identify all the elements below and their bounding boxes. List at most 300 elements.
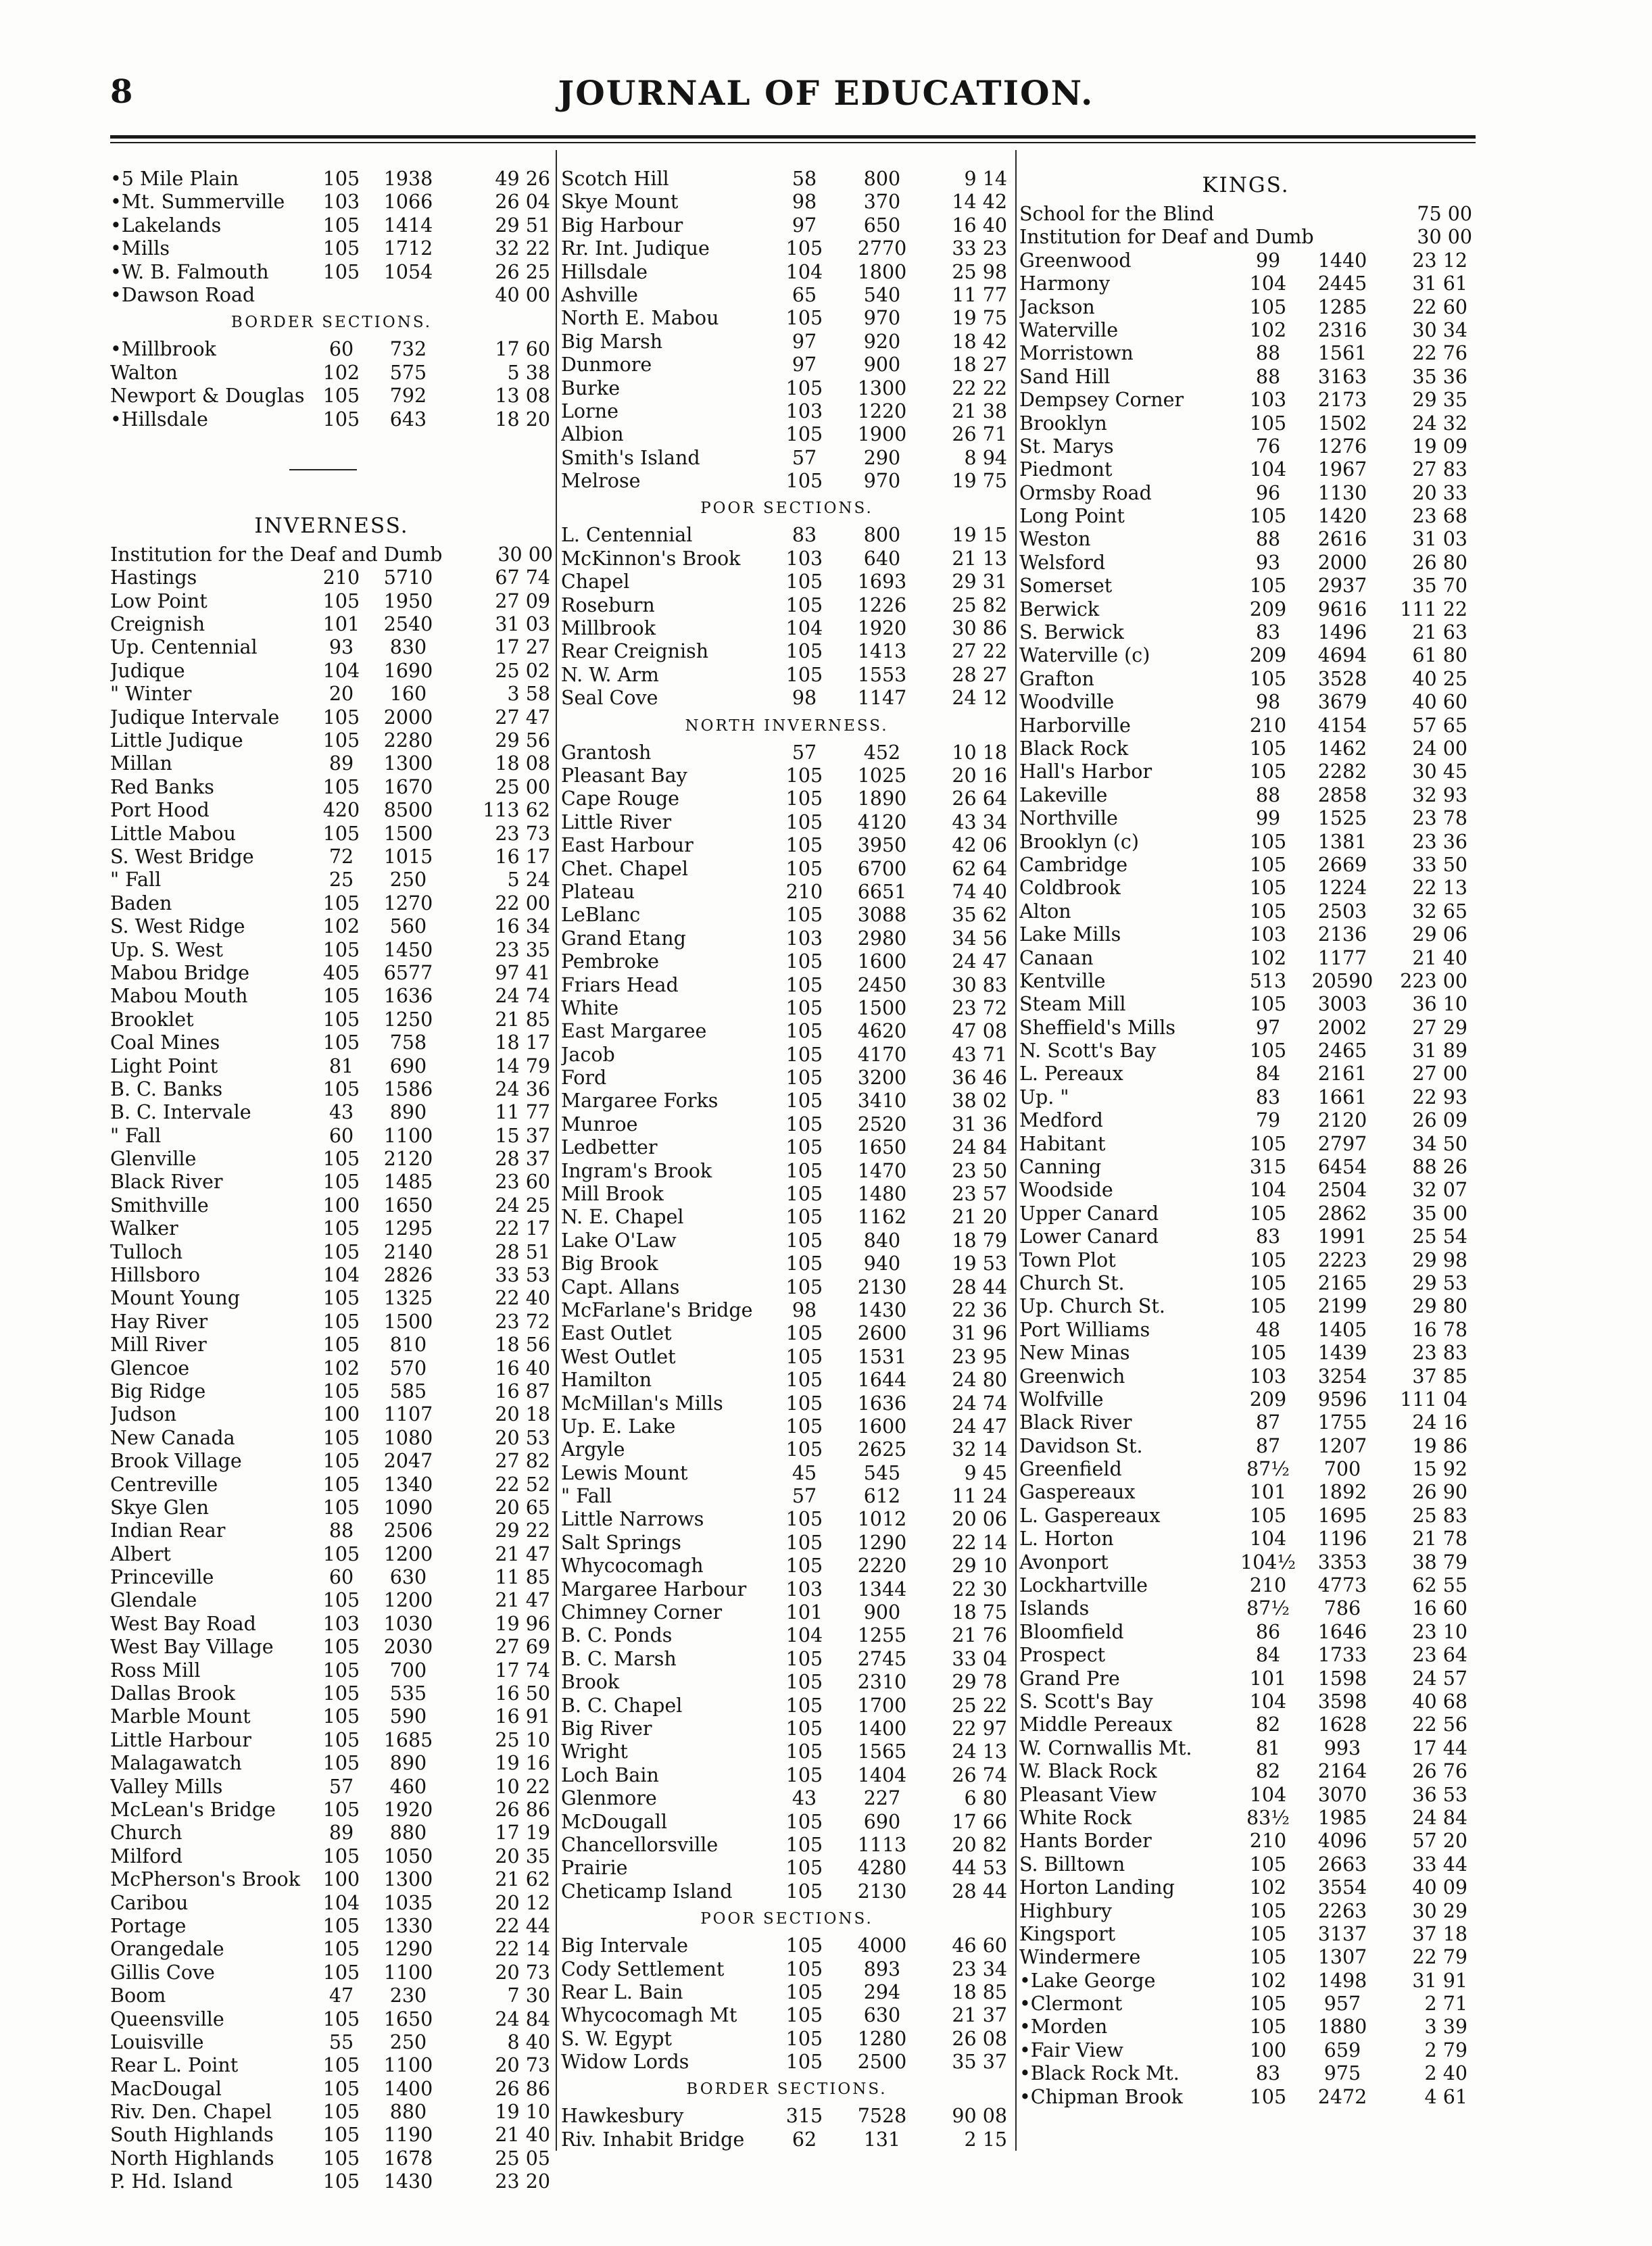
grant-amount: 29 51 <box>495 214 550 237</box>
section-name: East Margaree <box>561 1020 707 1043</box>
attendance-total: 4000 <box>857 1934 907 1957</box>
days-taught: 210 <box>322 566 360 589</box>
grant-amount: 35 36 <box>1412 365 1467 388</box>
section-name: Waterville <box>1019 318 1119 341</box>
section-name: W. Black Rock <box>1019 1760 1157 1783</box>
days-taught: 105 <box>322 1217 360 1240</box>
table-row <box>561 1578 1013 1601</box>
grant-amount: 23 35 <box>495 938 550 961</box>
section-name: Scotch Hill <box>561 168 669 190</box>
table-row <box>110 1519 553 1542</box>
table-row <box>110 284 553 307</box>
days-taught: 105 <box>785 1740 823 1763</box>
grant-amount: 22 17 <box>495 1217 550 1240</box>
grant-amount: 16 78 <box>1412 1318 1467 1341</box>
table-row <box>110 1589 553 1612</box>
grant-amount: 26 09 <box>1412 1109 1467 1132</box>
attendance-total: 1413 <box>857 640 907 663</box>
grant-amount: 30 83 <box>952 973 1007 996</box>
grant-amount: 90 08 <box>952 2105 1007 2128</box>
section-name: Skye Mount <box>561 191 679 214</box>
section-name: L. Centennial <box>561 524 693 547</box>
section-name: Little Harbour <box>110 1728 251 1751</box>
table-row <box>110 636 553 659</box>
grant-amount: 20 18 <box>495 1403 550 1426</box>
table-row <box>561 858 1013 881</box>
attendance-total: 1200 <box>383 1589 433 1612</box>
days-taught: 105 <box>785 1275 823 1298</box>
attendance-total: 1733 <box>1317 1644 1367 1667</box>
table-row <box>1019 1295 1472 1318</box>
attendance-total: 2625 <box>857 1438 907 1461</box>
attendance-total: 2862 <box>1317 1202 1367 1225</box>
grant-amount: 35 00 <box>1412 1202 1467 1225</box>
grant-amount: 57 65 <box>1412 714 1467 737</box>
section-name: •W. B. Falmouth <box>110 260 269 283</box>
grant-amount: 10 18 <box>952 741 1007 764</box>
grant-amount: 21 47 <box>495 1542 550 1565</box>
grant-amount: 24 74 <box>495 985 550 1008</box>
table-row <box>561 687 1013 710</box>
attendance-total: 1107 <box>383 1403 433 1426</box>
days-taught: 105 <box>785 2004 823 2027</box>
section-name: Albion <box>561 423 624 446</box>
table-row <box>110 1915 553 1938</box>
section-name: Davidson St. <box>1019 1434 1143 1457</box>
section-name: Hawkesbury <box>561 2105 684 2128</box>
table-row <box>110 2008 553 2031</box>
grant-amount: 23 57 <box>952 1183 1007 1206</box>
table-row <box>110 362 553 385</box>
table-row <box>561 664 1013 687</box>
days-taught: 102 <box>322 915 360 938</box>
grant-amount: 16 87 <box>495 1380 550 1402</box>
attendance-total: 1400 <box>857 1717 907 1740</box>
section-name: Rear Creignish <box>561 640 709 663</box>
section-name: •Fair View <box>1019 2039 1123 2061</box>
column-2 <box>561 168 1013 2151</box>
table-row <box>110 985 553 1008</box>
attendance-total: 1300 <box>383 752 433 775</box>
table-row <box>1019 970 1472 993</box>
days-taught: 105 <box>1249 993 1287 1016</box>
days-taught: 105 <box>785 376 823 399</box>
days-taught: 103 <box>322 191 360 214</box>
grant-amount: 28 37 <box>495 1148 550 1171</box>
section-name: Chet. Chapel <box>561 857 688 880</box>
grant-amount: 35 37 <box>952 2051 1007 2074</box>
section-name: Tulloch <box>110 1240 183 1263</box>
grant-amount: 31 36 <box>952 1113 1007 1136</box>
days-taught: 105 <box>322 1659 360 1682</box>
days-taught: 105 <box>322 1589 360 1612</box>
section-name: Mill River <box>110 1334 207 1357</box>
days-taught: 105 <box>1249 1899 1287 1922</box>
grant-amount: 38 79 <box>1412 1551 1467 1573</box>
section-name: East Harbour <box>561 834 694 857</box>
attendance-total: 810 <box>389 1334 427 1357</box>
attendance-total: 2797 <box>1317 1132 1367 1155</box>
table-row <box>110 1682 553 1705</box>
days-taught: 103 <box>1249 389 1287 412</box>
days-taught: 57 <box>792 446 817 469</box>
grant-amount: 42 06 <box>952 834 1007 857</box>
days-taught: 105 <box>785 1857 823 1880</box>
attendance-total: 2220 <box>857 1555 907 1578</box>
section-name: •Lakelands <box>110 214 222 237</box>
section-name: Smith's Island <box>561 446 700 469</box>
section-name: Hall's Harbor <box>1019 760 1152 783</box>
grant-amount: 24 36 <box>495 1077 550 1100</box>
days-taught: 93 <box>1255 551 1281 574</box>
table-row <box>561 447 1013 470</box>
days-taught: 60 <box>329 1124 354 1147</box>
days-taught: 104 <box>322 1891 360 1914</box>
attendance-total: 535 <box>389 1682 427 1705</box>
days-taught: 105 <box>785 810 823 833</box>
table-row <box>561 1136 1013 1159</box>
table-row <box>561 1671 1013 1694</box>
grant-amount: 22 22 <box>952 376 1007 399</box>
attendance-total: 4620 <box>857 1020 907 1043</box>
days-taught: 105 <box>1249 760 1287 783</box>
spacer <box>110 431 553 454</box>
attendance-total: 690 <box>863 1810 901 1833</box>
days-taught: 105 <box>322 2101 360 2124</box>
grant-amount: 24 80 <box>952 1369 1007 1392</box>
table-row <box>110 2124 553 2147</box>
attendance-total: 1650 <box>383 2007 433 2030</box>
section-name: Bloomfield <box>1019 1620 1124 1643</box>
section-name: Morristown <box>1019 342 1134 365</box>
days-taught: 105 <box>322 1961 360 1984</box>
days-taught: 105 <box>785 307 823 330</box>
attendance-total: 4694 <box>1317 644 1367 667</box>
attendance-total: 4170 <box>857 1043 907 1066</box>
section-name: Grand Etang <box>561 927 686 950</box>
days-taught: 104 <box>1249 458 1287 481</box>
table-row <box>1019 249 1472 272</box>
table-row <box>110 1148 553 1171</box>
grant-amount: 24 84 <box>495 2007 550 2030</box>
days-taught: 88 <box>1255 365 1281 388</box>
table-row <box>1019 458 1472 481</box>
section-name: McFarlane's Bridge <box>561 1298 753 1321</box>
grant-amount: 27 09 <box>495 589 550 612</box>
grant-amount: 21 63 <box>1412 621 1467 644</box>
table-row <box>561 570 1013 593</box>
days-taught: 405 <box>322 961 360 984</box>
section-name: B. C. Intervale <box>110 1101 251 1124</box>
attendance-total: 1800 <box>857 260 907 283</box>
attendance-total: 1330 <box>383 1914 433 1937</box>
attendance-total: 650 <box>863 214 901 237</box>
section-name: Newport & Douglas <box>110 385 305 408</box>
table-row <box>1019 1017 1472 1040</box>
section-name: Black River <box>110 1171 223 1194</box>
attendance-total: 5710 <box>383 566 433 589</box>
table-row <box>1019 1458 1472 1481</box>
attendance-total: 1430 <box>857 1298 907 1321</box>
section-name: Canning <box>1019 1156 1102 1179</box>
attendance-total: 1890 <box>857 787 907 810</box>
table-row <box>1019 854 1472 877</box>
days-taught: 104 <box>322 1264 360 1287</box>
table-row <box>561 2128 1013 2151</box>
column-1 <box>110 168 553 2194</box>
attendance-total: 1066 <box>383 191 433 214</box>
table-row <box>561 904 1013 927</box>
days-taught: 420 <box>322 799 360 822</box>
table-row <box>561 377 1013 400</box>
section-name: Lake Mills <box>1019 923 1121 946</box>
page-number: 8 <box>110 73 133 111</box>
table-row <box>1019 877 1472 900</box>
days-taught: 55 <box>329 2030 354 2053</box>
section-name: S. West Ridge <box>110 915 245 938</box>
attendance-total: 1646 <box>1317 1620 1367 1643</box>
table-row <box>110 729 553 752</box>
section-name: Big Intervale <box>561 1934 688 1957</box>
attendance-total: 2120 <box>383 1148 433 1171</box>
days-taught: 97 <box>792 330 817 353</box>
attendance-total: 2858 <box>1317 783 1367 806</box>
table-row <box>1019 737 1472 760</box>
section-name: Glenmore <box>561 1787 657 1810</box>
days-taught: 105 <box>322 1450 360 1473</box>
grant-amount: 21 85 <box>495 1008 550 1031</box>
table-row <box>110 1357 553 1380</box>
grant-amount: 40 68 <box>1412 1690 1467 1713</box>
attendance-total: 1892 <box>1317 1481 1367 1504</box>
attendance-total: 2130 <box>857 1880 907 1903</box>
days-taught: 105 <box>1249 2016 1287 2039</box>
section-name: School for the Blind <box>1019 203 1215 225</box>
section-name: Berwick <box>1019 597 1100 620</box>
grant-amount: 21 47 <box>495 1589 550 1612</box>
table-row <box>561 284 1013 307</box>
table-row <box>1019 1342 1472 1365</box>
table-row <box>1019 435 1472 458</box>
attendance-total: 570 <box>389 1357 427 1380</box>
section-name: Whycocomagh Mt <box>561 2004 737 2027</box>
table-row <box>1019 203 1472 226</box>
grant-amount: 27 47 <box>495 706 550 729</box>
attendance-total: 3163 <box>1317 365 1367 388</box>
section-name: McPherson's Brook <box>110 1868 300 1891</box>
attendance-total: 131 <box>863 2128 901 2151</box>
attendance-total: 1113 <box>857 1833 907 1856</box>
attendance-total: 1300 <box>383 1868 433 1891</box>
section-name: Upper Canard <box>1019 1202 1159 1225</box>
table-row <box>110 1078 553 1101</box>
table-row <box>561 1740 1013 1763</box>
table-row <box>1019 1713 1472 1736</box>
grant-amount: 44 53 <box>952 1857 1007 1880</box>
grant-amount: 32 22 <box>495 237 550 260</box>
table-row <box>110 2078 553 2101</box>
attendance-total: 1565 <box>857 1740 907 1763</box>
section-name: Portage <box>110 1914 187 1937</box>
days-taught: 105 <box>785 2051 823 2074</box>
attendance-total: 1525 <box>1317 807 1367 830</box>
section-name: Munroe <box>561 1113 638 1136</box>
days-taught: 45 <box>792 1461 817 1484</box>
days-taught: 25 <box>329 869 354 892</box>
attendance-total: 2173 <box>1317 389 1367 412</box>
table-row <box>110 1636 553 1659</box>
section-name: Dunmore <box>561 353 652 376</box>
table-row <box>1019 1760 1472 1783</box>
column-divider <box>1015 150 1017 2151</box>
grant-amount: 111 22 <box>1400 597 1467 620</box>
grant-amount: 20 33 <box>1412 481 1467 504</box>
table-row <box>561 524 1013 547</box>
section-name: New Canada <box>110 1426 235 1449</box>
days-taught: 105 <box>322 2170 360 2193</box>
attendance-total: 294 <box>863 1980 901 2003</box>
days-taught: 210 <box>1249 714 1287 737</box>
attendance-total: 9616 <box>1317 597 1367 620</box>
table-row <box>110 1566 553 1589</box>
days-taught: 57 <box>329 1775 354 1798</box>
section-name: Brooklyn <box>1019 412 1107 435</box>
grant-amount: 13 08 <box>495 385 550 408</box>
attendance-total: 1678 <box>383 2147 433 2170</box>
table-row <box>561 1694 1013 1717</box>
section-name: Northville <box>1019 807 1118 830</box>
attendance-total: 700 <box>1323 1458 1361 1481</box>
table-row <box>1019 1505 1472 1528</box>
attendance-total: 900 <box>863 353 901 376</box>
attendance-total: 1502 <box>1317 412 1367 435</box>
table-row <box>561 1601 1013 1624</box>
days-taught: 48 <box>1255 1318 1281 1341</box>
grant-amount: 21 40 <box>1412 946 1467 969</box>
grant-amount: 16 34 <box>495 915 550 938</box>
grant-amount: 23 72 <box>952 996 1007 1019</box>
section-name: Millbrook <box>561 617 656 640</box>
section-name: Alton <box>1019 900 1071 923</box>
grant-amount: 47 08 <box>952 1020 1007 1043</box>
grant-amount: 22 00 <box>495 892 550 914</box>
section-name: Caribou <box>110 1891 189 1914</box>
table-row <box>110 706 553 729</box>
section-name: Big Harbour <box>561 214 683 237</box>
grant-amount: 26 25 <box>495 260 550 283</box>
table-row <box>561 2004 1013 2027</box>
grant-amount: 23 60 <box>495 1171 550 1194</box>
table-row <box>1019 1435 1472 1458</box>
days-taught: 105 <box>785 1090 823 1113</box>
grant-amount: 22 93 <box>1412 1085 1467 1108</box>
grant-amount: 21 38 <box>952 399 1007 422</box>
table-row <box>561 214 1013 237</box>
header-rule <box>110 135 1476 139</box>
section-name: Somerset <box>1019 575 1113 597</box>
days-taught: 105 <box>322 2077 360 2100</box>
attendance-total: 830 <box>389 636 427 659</box>
section-name: St. Marys <box>1019 435 1114 458</box>
grant-amount: 35 62 <box>952 904 1007 927</box>
grant-amount: 46 60 <box>952 1934 1007 1957</box>
grant-amount: 8 40 <box>507 2030 550 2053</box>
section-name: N. W. Arm <box>561 663 659 686</box>
table-row <box>561 811 1013 834</box>
attendance-total: 3950 <box>857 834 907 857</box>
section-name: Up. E. Lake <box>561 1415 676 1438</box>
section-name: " Fall <box>561 1485 612 1508</box>
section-heading: BORDER SECTIONS. <box>230 314 433 332</box>
days-taught: 81 <box>1255 1736 1281 1759</box>
table-row <box>110 1705 553 1728</box>
days-taught: 103 <box>1249 1365 1287 1388</box>
attendance-total: 545 <box>863 1461 901 1484</box>
table-row <box>110 1984 553 2007</box>
grant-amount: 26 04 <box>495 191 550 214</box>
table-row <box>561 547 1013 570</box>
days-taught: 87 <box>1255 1411 1281 1434</box>
section-name: Black Rock <box>1019 737 1129 760</box>
days-taught: 105 <box>1249 667 1287 690</box>
grant-amount: 11 77 <box>495 1101 550 1124</box>
table-row <box>1019 1388 1472 1411</box>
grant-amount: 29 31 <box>952 570 1007 593</box>
section-name: West Outlet <box>561 1345 676 1368</box>
days-taught: 105 <box>322 1914 360 1937</box>
attendance-total: 732 <box>389 338 427 361</box>
table-row <box>1019 528 1472 551</box>
attendance-total: 1224 <box>1317 877 1367 900</box>
section-name: •Hillsdale <box>110 408 208 431</box>
table-row <box>1019 389 1472 412</box>
days-taught: 105 <box>322 1473 360 1496</box>
table-row <box>1019 1807 1472 1830</box>
attendance-total: 690 <box>389 1054 427 1077</box>
attendance-total: 4154 <box>1317 714 1367 737</box>
grant-amount: 40 25 <box>1412 667 1467 690</box>
days-taught: 104 <box>1249 1179 1287 1202</box>
table-row <box>1019 319 1472 342</box>
attendance-total: 1025 <box>857 764 907 787</box>
table-row <box>1019 1551 1472 1574</box>
days-taught: 20 <box>329 683 354 706</box>
attendance-total: 1480 <box>857 1183 907 1206</box>
days-taught: 105 <box>785 2027 823 2050</box>
attendance-total: 630 <box>389 1566 427 1589</box>
attendance-total: 840 <box>863 1229 901 1252</box>
section-name: Mount Young <box>110 1287 241 1310</box>
section-name: •Millbrook <box>110 338 216 361</box>
attendance-total: 6577 <box>383 961 433 984</box>
grant-amount: 21 62 <box>495 1868 550 1891</box>
attendance-total: 370 <box>863 191 901 214</box>
days-taught: 105 <box>785 1833 823 1856</box>
section-name: " Fall <box>110 869 162 892</box>
table-row <box>110 613 553 636</box>
table-row <box>1019 923 1472 946</box>
grant-amount: 35 70 <box>1412 575 1467 597</box>
grant-amount: 18 17 <box>495 1031 550 1054</box>
grant-amount: 30 00 <box>1417 226 1472 249</box>
days-taught: 209 <box>1249 597 1287 620</box>
attendance-total: 1650 <box>383 1194 433 1217</box>
section-name: " Winter <box>110 683 192 706</box>
attendance-total: 957 <box>1323 1993 1361 2016</box>
grant-amount: 7 30 <box>507 1984 550 2007</box>
column-3 <box>1019 168 1472 2109</box>
grant-amount: 17 27 <box>495 636 550 659</box>
